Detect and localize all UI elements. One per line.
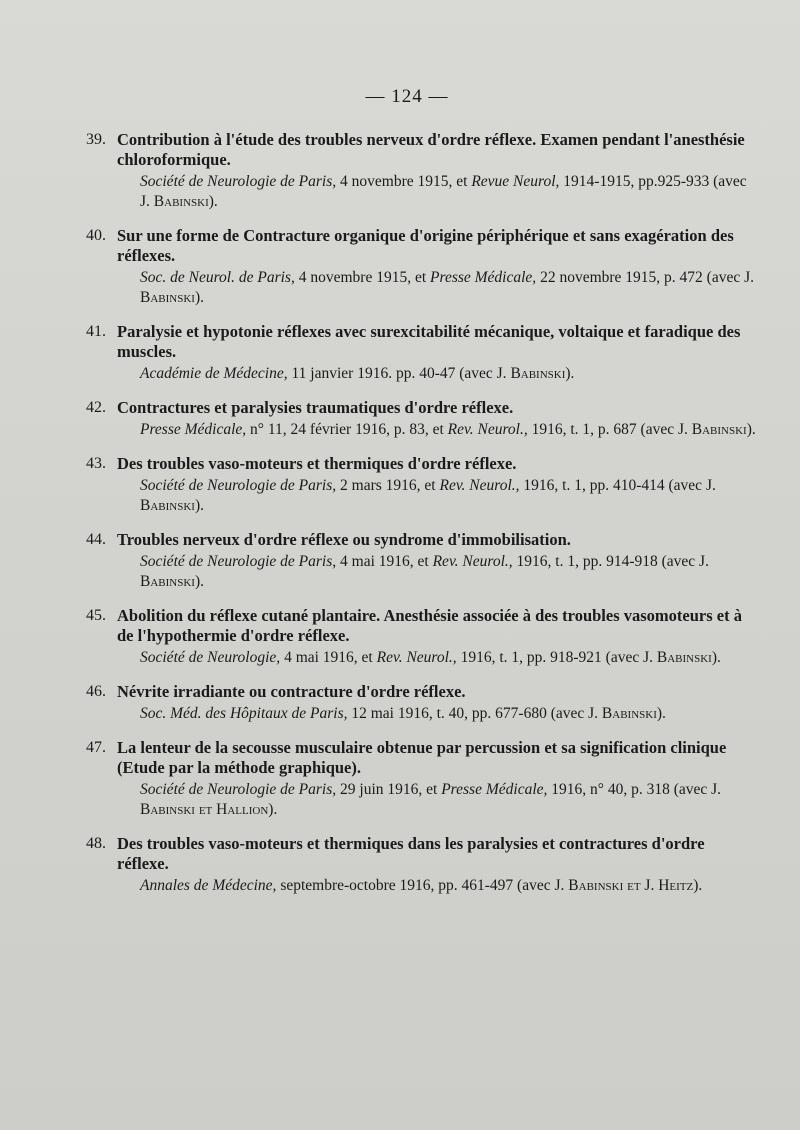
entry-number: 48. <box>86 835 106 852</box>
entry-title: Troubles nerveux d'ordre réflexe ou syndrome d'immobilisation. <box>117 530 571 549</box>
bibliography-entry <box>86 226 760 308</box>
coauthor: Babinski <box>601 705 657 722</box>
entry-reference <box>110 476 760 516</box>
publication-details: 1916, n° 40, p. 318 (avec J. <box>547 781 722 798</box>
entry-title: Contribution à l'étude des troubles nerveux d'ordre réflexe. Examen pendant l'anesthésie chloroformique. <box>117 130 745 169</box>
entry-title: Contractures et paralysies traumatiques d'ordre réflexe. <box>117 398 514 417</box>
reference-tail: ). <box>693 877 703 894</box>
entry-title: Abolition du réflexe cutané plantaire. Anesthésie associée à des troubles vasomoteurs et à de l'hypothermie d'ordre réflexe. <box>117 606 742 645</box>
journal-name: Société de Neurologie, <box>140 649 281 666</box>
entry-number: 47. <box>86 739 106 756</box>
reference-tail: ). <box>746 421 756 438</box>
coauthor: Babinski <box>656 649 712 666</box>
journal-name: Rev. Neurol., <box>432 553 513 570</box>
entry-number: 46. <box>86 683 106 700</box>
journal-name: Académie de Médecine, <box>140 365 288 382</box>
entry-title: La lenteur de la secousse musculaire obtenue par percussion et sa signification clinique (Etude par la méthode graphique). <box>117 738 727 777</box>
reference-tail: ). <box>194 289 204 306</box>
bibliography-list <box>86 130 760 896</box>
entry-reference <box>110 704 760 724</box>
journal-name: Soc. Méd. des Hôpitaux de Paris, <box>140 705 348 722</box>
bibliography-entry <box>86 454 760 516</box>
journal-name: Société de Neurologie de Paris, <box>140 173 337 190</box>
coauthor: Babinski <box>510 365 566 382</box>
entry-title: Des troubles vaso-moteurs et thermiques d'ordre réflexe. <box>117 454 517 473</box>
journal-name: Rev. Neurol., <box>376 649 457 666</box>
bibliography-entry <box>86 606 760 668</box>
entry-reference <box>110 172 760 212</box>
entry-reference <box>110 268 760 308</box>
entry-number: 39. <box>86 131 106 148</box>
publication-details: 29 juin 1916, et <box>336 781 442 798</box>
coauthor: Babinski et Hallion <box>140 801 269 818</box>
reference-tail: ). <box>208 193 218 210</box>
publication-details: n° 11, 24 février 1916, p. 83, et <box>246 421 448 438</box>
entry-reference <box>110 648 760 668</box>
publication-details: 4 novembre 1915, et <box>294 269 431 286</box>
entry-reference <box>110 876 760 896</box>
publication-details: septembre-octobre 1916, pp. 461-497 (avec J. <box>276 877 569 894</box>
coauthor: Babinski <box>140 573 195 590</box>
entry-reference <box>110 780 760 820</box>
journal-name: Presse Médicale, <box>430 269 537 286</box>
coauthor: Babinski <box>691 421 747 438</box>
publication-details: 4 novembre 1915, et <box>336 173 472 190</box>
bibliography-entry <box>86 398 760 440</box>
publication-details: 4 mai 1916, et <box>336 553 433 570</box>
journal-name: Rev. Neurol., <box>447 421 528 438</box>
journal-name: Société de Neurologie de Paris, <box>140 477 337 494</box>
entry-number: 43. <box>86 455 106 472</box>
bibliography-entry <box>86 738 760 820</box>
publication-details: 1916, t. 1, pp. 918-921 (avec J. <box>456 649 657 666</box>
publication-details: 1916, t. 1, pp. 914-918 (avec J. <box>512 553 709 570</box>
bibliography-entry <box>86 682 760 724</box>
entry-title: Névrite irradiante ou contracture d'ordre réflexe. <box>117 682 466 701</box>
coauthor: Babinski <box>153 193 209 210</box>
entry-number: 45. <box>86 607 106 624</box>
journal-name: Société de Neurologie de Paris, <box>140 553 337 570</box>
journal-name: Société de Neurologie de Paris, <box>140 781 337 798</box>
reference-tail: ). <box>194 573 204 590</box>
bibliography-entry <box>86 530 760 592</box>
publication-details: 2 mars 1916, et <box>336 477 440 494</box>
journal-name: Rev. Neurol., <box>439 477 520 494</box>
entry-title: Sur une forme de Contracture organique d'origine périphérique et sans exagération des réflexes. <box>117 226 734 265</box>
journal-name: Presse Médicale, <box>140 421 247 438</box>
reference-tail: ). <box>194 497 204 514</box>
reference-tail: ). <box>268 801 278 818</box>
entry-title: Des troubles vaso-moteurs et thermiques dans les paralysies et contractures d'ordre réflexe. <box>117 834 705 873</box>
bibliography-entry <box>86 322 760 384</box>
entry-reference <box>110 420 760 440</box>
publication-details: 1914-1915, pp.925-933 (avec J. <box>140 173 747 210</box>
bibliography-entry <box>86 834 760 896</box>
journal-name: Annales de Médecine, <box>140 877 277 894</box>
entry-number: 41. <box>86 323 106 340</box>
entry-reference <box>110 364 760 384</box>
page-number: — 124 — <box>365 86 449 107</box>
coauthor: Babinski et J. Heitz <box>568 877 694 894</box>
journal-name: Presse Médicale, <box>441 781 548 798</box>
bibliography-entry <box>86 130 760 212</box>
publication-details: 12 mai 1916, t. 40, pp. 677-680 (avec J. <box>347 705 602 722</box>
reference-tail: ). <box>565 365 575 382</box>
publication-details: 1916, t. 1, pp. 410-414 (avec J. <box>519 477 716 494</box>
entry-number: 40. <box>86 227 106 244</box>
reference-tail: ). <box>656 705 666 722</box>
journal-name: Soc. de Neurol. de Paris, <box>140 269 295 286</box>
publication-details: 1916, t. 1, p. 687 (avec J. <box>527 421 692 438</box>
publication-details: 4 mai 1916, et <box>280 649 377 666</box>
coauthor: Babinski <box>140 497 195 514</box>
reference-tail: ). <box>711 649 721 666</box>
entry-title: Paralysie et hypotonie réflexes avec surexcitabilité mécanique, voltaique et faradique des muscles. <box>117 322 741 361</box>
coauthor: Babinski <box>140 289 195 306</box>
entry-number: 44. <box>86 531 106 548</box>
entry-reference <box>110 552 760 592</box>
publication-details: 22 novembre 1915, p. 472 (avec J. <box>536 269 754 286</box>
entry-number: 42. <box>86 399 106 416</box>
publication-details: 11 janvier 1916. pp. 40-47 (avec J. <box>287 365 511 382</box>
journal-name: Revue Neurol, <box>471 173 560 190</box>
